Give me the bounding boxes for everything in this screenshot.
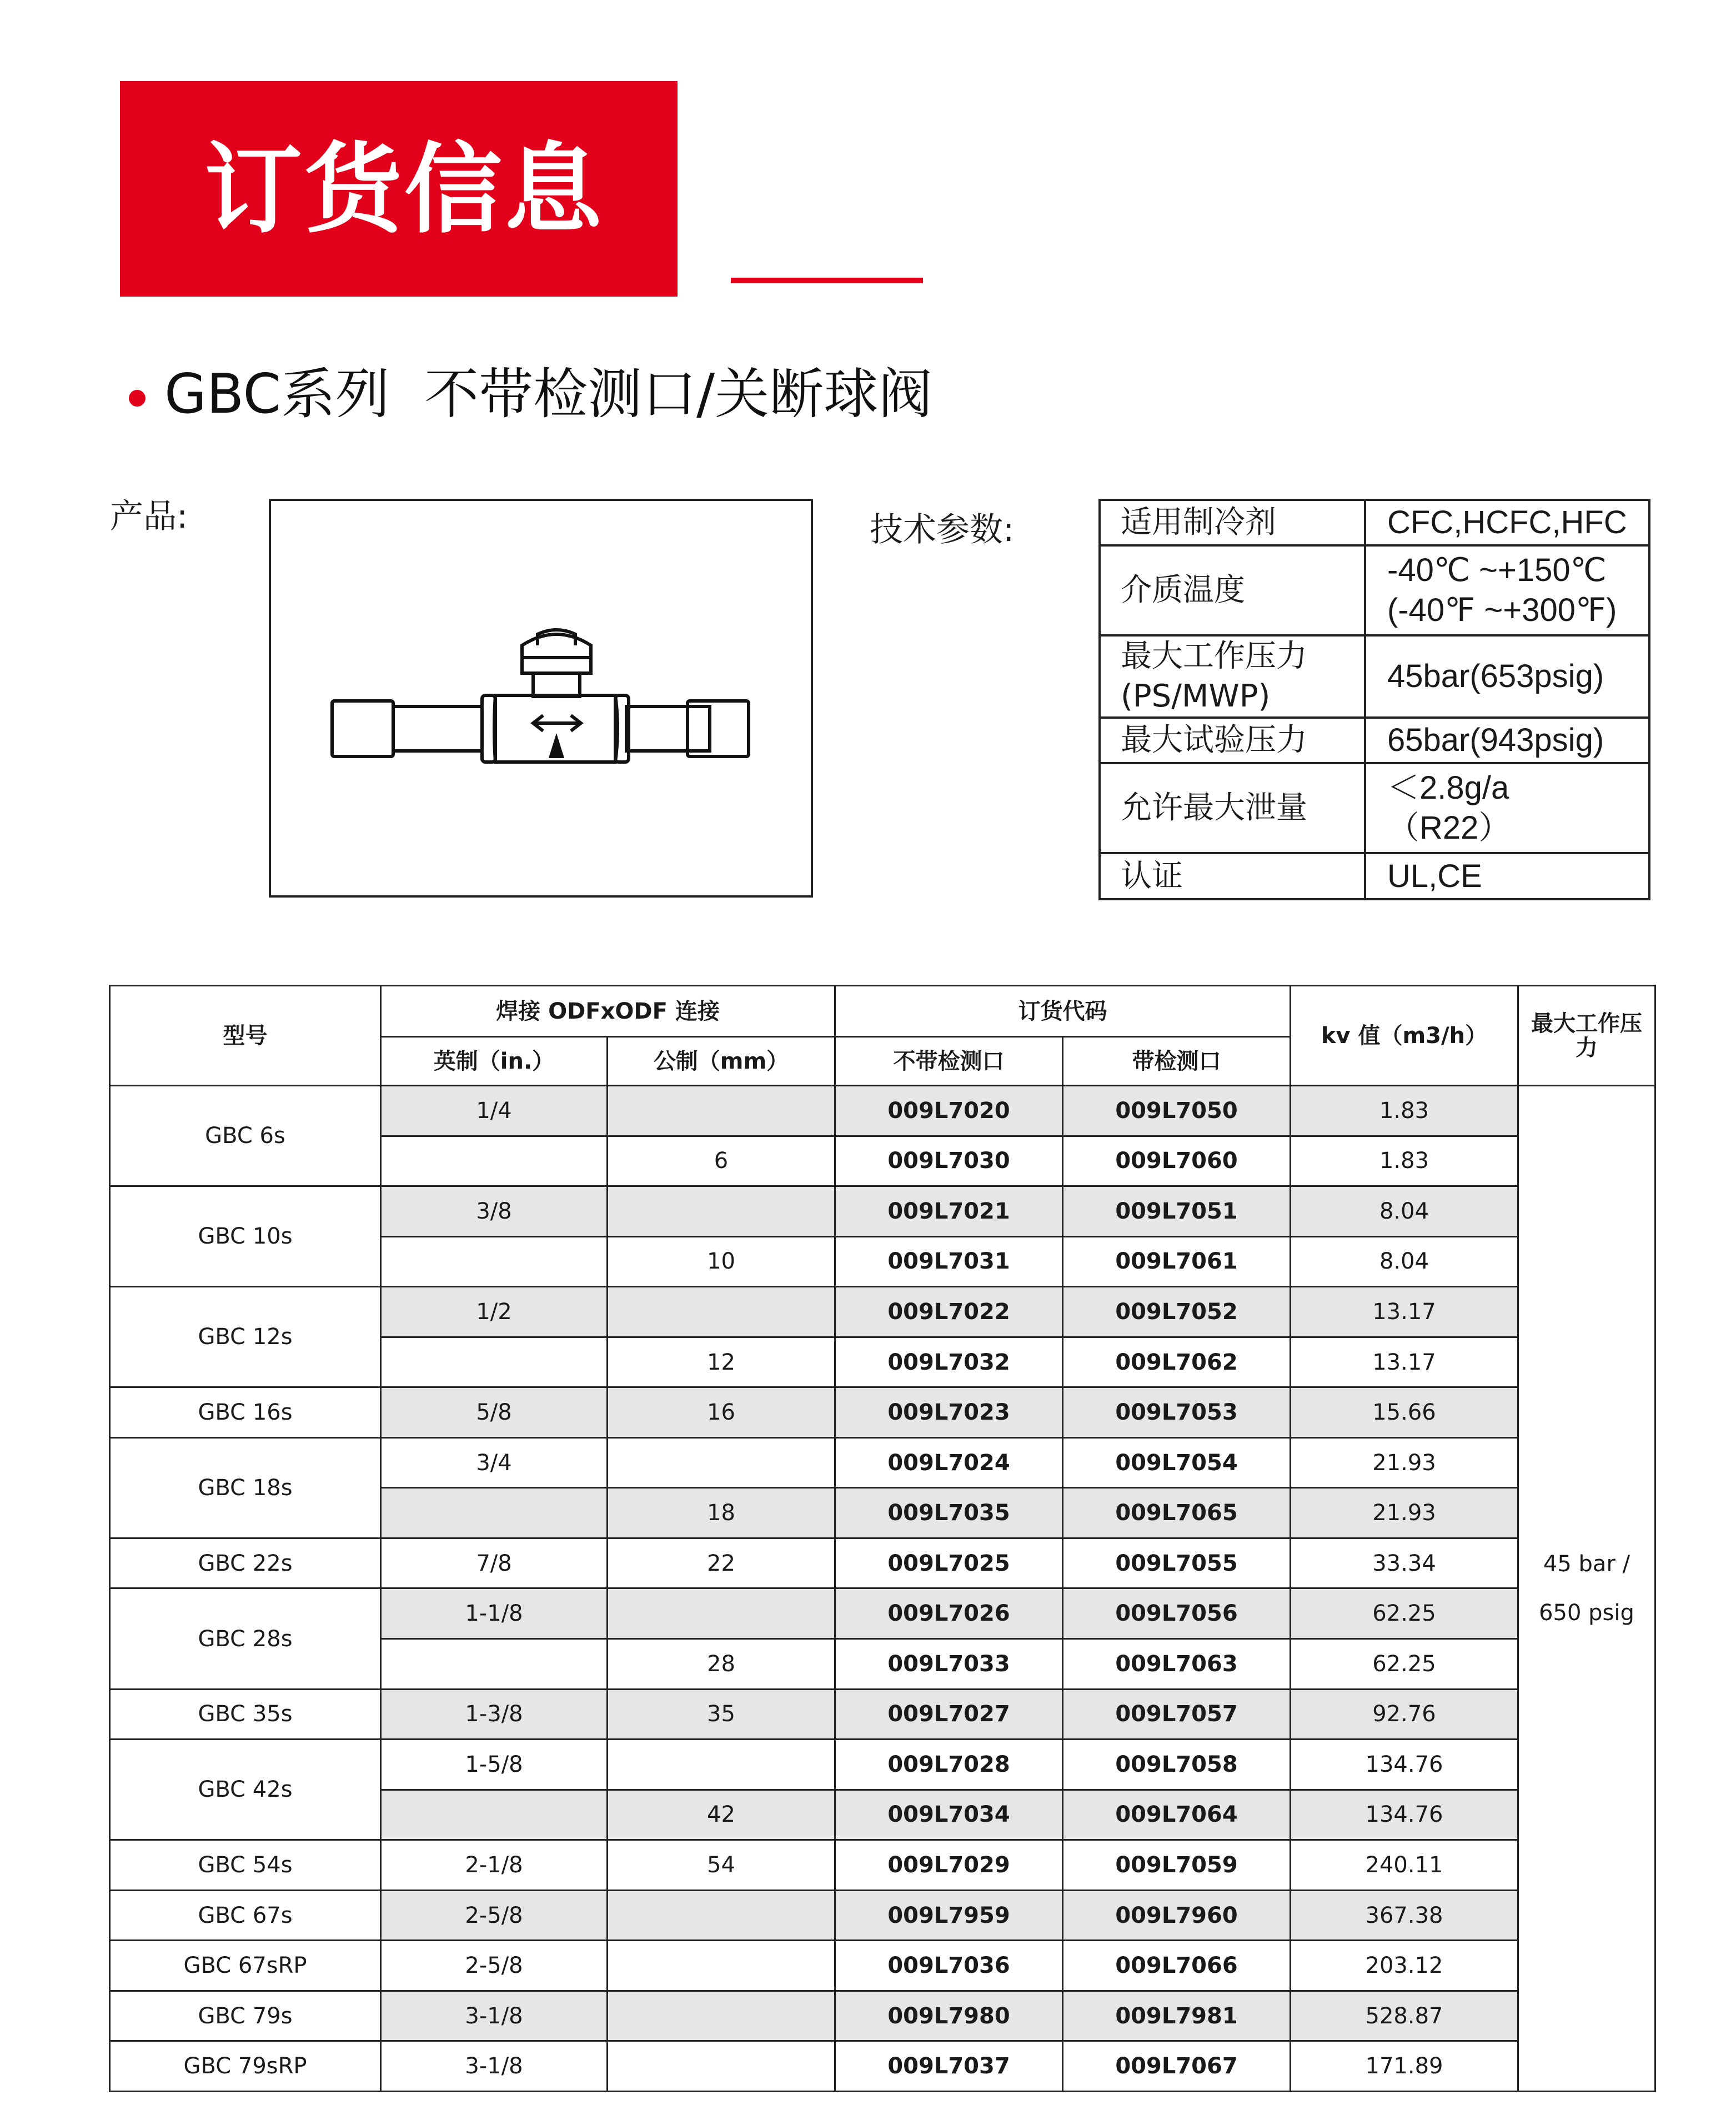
kv-cell: 134.76 (1291, 1740, 1518, 1790)
order-table (109, 985, 1656, 2092)
spec-name: 允许最大泄量 (1100, 763, 1365, 853)
metric-cell (608, 2041, 835, 2092)
tech-params-table (1098, 499, 1650, 900)
imperial-cell: 7/8 (381, 1538, 608, 1588)
order-code-no-port: 009L7033 (835, 1639, 1063, 1690)
metric-cell: 22 (608, 1538, 835, 1588)
metric-cell (608, 1287, 835, 1337)
imperial-cell: 3-1/8 (381, 2041, 608, 2092)
spec-name: 适用制冷剂 (1100, 500, 1365, 545)
model-cell: GBC 28s (110, 1588, 381, 1689)
model-cell: GBC 6s (110, 1086, 381, 1186)
order-code-with-port: 009L7052 (1063, 1287, 1291, 1337)
table-row (110, 1437, 1655, 1488)
spec-name: 最大试验压力 (1100, 718, 1365, 763)
kv-cell: 1.83 (1291, 1086, 1518, 1136)
page-title: 订货信息 (204, 133, 605, 247)
kv-cell: 15.66 (1291, 1387, 1518, 1438)
model-cell: GBC 10s (110, 1186, 381, 1287)
product-image-frame (269, 499, 813, 898)
model-cell: GBC 35s (110, 1689, 381, 1740)
table-row (110, 1287, 1655, 1337)
order-code-no-port: 009L7023 (835, 1387, 1063, 1438)
imperial-cell (381, 1337, 608, 1387)
order-code-no-port: 009L7959 (835, 1890, 1063, 1941)
spec-value: 65bar(943psig) (1365, 718, 1649, 763)
imperial-cell (381, 1790, 608, 1840)
order-code-no-port: 009L7029 (835, 1840, 1063, 1891)
model-cell: GBC 67sRP (110, 1941, 381, 1991)
metric-cell: 16 (608, 1387, 835, 1438)
spec-name: 最大工作压力 (PS/MWP) (1100, 635, 1365, 718)
spec-name: 介质温度 (1100, 545, 1365, 635)
model-cell: GBC 22s (110, 1538, 381, 1588)
header-metric: 公制（mm） (608, 1037, 835, 1086)
spec-row (1100, 635, 1649, 718)
order-code-with-port: 009L7960 (1063, 1890, 1291, 1941)
metric-cell (608, 1890, 835, 1941)
imperial-cell (381, 1236, 608, 1287)
metric-cell (608, 1588, 835, 1639)
order-code-with-port: 009L7055 (1063, 1538, 1291, 1588)
kv-cell: 62.25 (1291, 1639, 1518, 1690)
metric-cell (608, 1991, 835, 2041)
imperial-cell: 2-1/8 (381, 1840, 608, 1891)
kv-cell: 21.93 (1291, 1488, 1518, 1538)
kv-cell: 13.17 (1291, 1287, 1518, 1337)
order-code-with-port: 009L7058 (1063, 1740, 1291, 1790)
kv-cell: 528.87 (1291, 1991, 1518, 2041)
imperial-cell (381, 1639, 608, 1690)
order-code-with-port: 009L7057 (1063, 1689, 1291, 1740)
model-cell: GBC 42s (110, 1740, 381, 1840)
spec-row (1100, 718, 1649, 763)
spec-name: 认证 (1100, 853, 1365, 899)
tech-params-label: 技术参数: (870, 510, 1015, 549)
metric-cell: 12 (608, 1337, 835, 1387)
order-code-with-port: 009L7064 (1063, 1790, 1291, 1840)
table-row (110, 1740, 1655, 1790)
order-code-no-port: 009L7020 (835, 1086, 1063, 1136)
series-title: GBC系列 不带检测口/关断球阀 (164, 363, 933, 426)
order-code-no-port: 009L7031 (835, 1236, 1063, 1287)
table-row (110, 2041, 1655, 2092)
kv-cell: 8.04 (1291, 1186, 1518, 1237)
header-no-port: 不带检测口 (835, 1037, 1063, 1086)
metric-cell: 10 (608, 1236, 835, 1287)
metric-cell (608, 1437, 835, 1488)
order-code-with-port: 009L7067 (1063, 2041, 1291, 2092)
metric-cell (608, 1186, 835, 1237)
order-code-with-port: 009L7065 (1063, 1488, 1291, 1538)
kv-cell: 203.12 (1291, 1941, 1518, 1991)
order-table-body (110, 1086, 1655, 2092)
imperial-cell: 1-3/8 (381, 1689, 608, 1740)
imperial-cell: 1/4 (381, 1086, 608, 1136)
kv-cell: 13.17 (1291, 1337, 1518, 1387)
imperial-cell: 2-5/8 (381, 1890, 608, 1941)
kv-cell: 367.38 (1291, 1890, 1518, 1941)
order-code-with-port: 009L7050 (1063, 1086, 1291, 1136)
order-code-no-port: 009L7980 (835, 1991, 1063, 2041)
metric-cell (608, 1086, 835, 1136)
header-with-port: 带检测口 (1063, 1037, 1291, 1086)
imperial-cell: 1/2 (381, 1287, 608, 1337)
table-row (110, 1941, 1655, 1991)
order-code-no-port: 009L7026 (835, 1588, 1063, 1639)
spec-row (1100, 763, 1649, 853)
spec-value: 45bar(653psig) (1365, 635, 1649, 718)
spec-value: -40℃ ~+150℃ (-40℉ ~+300℉) (1365, 545, 1649, 635)
table-row (110, 1588, 1655, 1639)
imperial-cell: 2-5/8 (381, 1941, 608, 1991)
order-code-no-port: 009L7022 (835, 1287, 1063, 1337)
model-cell: GBC 18s (110, 1437, 381, 1538)
order-code-no-port: 009L7034 (835, 1790, 1063, 1840)
order-code-no-port: 009L7036 (835, 1941, 1063, 1991)
table-row (110, 1991, 1655, 2041)
header-kv: kv 值（m3/h） (1291, 986, 1518, 1086)
model-cell: GBC 16s (110, 1387, 381, 1438)
kv-cell: 21.93 (1291, 1437, 1518, 1488)
order-code-no-port: 009L7028 (835, 1740, 1063, 1790)
product-label: 产品: (110, 497, 188, 536)
metric-cell: 54 (608, 1840, 835, 1891)
metric-cell: 42 (608, 1790, 835, 1840)
metric-cell: 35 (608, 1689, 835, 1740)
imperial-cell (381, 1136, 608, 1186)
order-code-with-port: 009L7981 (1063, 1991, 1291, 2041)
metric-cell (608, 1740, 835, 1790)
imperial-cell: 3/8 (381, 1186, 608, 1237)
title-banner (120, 81, 678, 297)
kv-cell: 92.76 (1291, 1689, 1518, 1740)
table-row (110, 1840, 1655, 1891)
imperial-cell: 1-5/8 (381, 1740, 608, 1790)
header-model: 型号 (110, 986, 381, 1086)
spec-value: ＜2.8g/a （R22） (1365, 763, 1649, 853)
imperial-cell: 5/8 (381, 1387, 608, 1438)
metric-cell (608, 1941, 835, 1991)
model-cell: GBC 12s (110, 1287, 381, 1387)
max-pressure-value: 45 bar / 650 psig (1518, 1086, 1655, 2092)
metric-cell: 18 (608, 1488, 835, 1538)
order-code-with-port: 009L7062 (1063, 1337, 1291, 1387)
order-code-no-port: 009L7030 (835, 1136, 1063, 1186)
spec-row (1100, 853, 1649, 899)
order-code-with-port: 009L7054 (1063, 1437, 1291, 1488)
table-row (110, 1086, 1655, 1136)
table-row (110, 1538, 1655, 1588)
order-code-no-port: 009L7027 (835, 1689, 1063, 1740)
order-code-with-port: 009L7051 (1063, 1186, 1291, 1237)
table-row (110, 1689, 1655, 1740)
kv-cell: 8.04 (1291, 1236, 1518, 1287)
kv-cell: 33.34 (1291, 1538, 1518, 1588)
metric-cell: 6 (608, 1136, 835, 1186)
spec-row (1100, 500, 1649, 545)
model-cell: GBC 79s (110, 1991, 381, 2041)
order-code-no-port: 009L7024 (835, 1437, 1063, 1488)
kv-cell: 240.11 (1291, 1840, 1518, 1891)
order-code-no-port: 009L7032 (835, 1337, 1063, 1387)
imperial-cell: 3-1/8 (381, 1991, 608, 2041)
model-cell: GBC 79sRP (110, 2041, 381, 2092)
order-code-no-port: 009L7035 (835, 1488, 1063, 1538)
header-imperial: 英制（in.） (381, 1037, 608, 1086)
kv-cell: 134.76 (1291, 1790, 1518, 1840)
header-order-code: 订货代码 (835, 986, 1291, 1037)
bullet-dot-icon (129, 390, 145, 407)
model-cell: GBC 54s (110, 1840, 381, 1891)
table-row (110, 1387, 1655, 1438)
order-code-with-port: 009L7056 (1063, 1588, 1291, 1639)
model-cell: GBC 67s (110, 1890, 381, 1941)
spec-value: UL,CE (1365, 853, 1649, 899)
order-code-with-port: 009L7066 (1063, 1941, 1291, 1991)
imperial-cell (381, 1488, 608, 1538)
table-row (110, 1890, 1655, 1941)
kv-cell: 171.89 (1291, 2041, 1518, 2092)
order-code-no-port: 009L7025 (835, 1538, 1063, 1588)
ball-valve-icon (327, 618, 760, 784)
order-code-no-port: 009L7037 (835, 2041, 1063, 2092)
imperial-cell: 1-1/8 (381, 1588, 608, 1639)
order-code-with-port: 009L7053 (1063, 1387, 1291, 1438)
metric-cell: 28 (608, 1639, 835, 1690)
order-code-with-port: 009L7059 (1063, 1840, 1291, 1891)
order-code-with-port: 009L7061 (1063, 1236, 1291, 1287)
order-code-no-port: 009L7021 (835, 1186, 1063, 1237)
table-row (110, 1186, 1655, 1237)
kv-cell: 62.25 (1291, 1588, 1518, 1639)
order-code-with-port: 009L7063 (1063, 1639, 1291, 1690)
order-code-with-port: 009L7060 (1063, 1136, 1291, 1186)
spec-value: CFC,HCFC,HFC (1365, 500, 1649, 545)
imperial-cell: 3/4 (381, 1437, 608, 1488)
accent-underline (731, 278, 923, 283)
header-odf: 焊接 ODFxODF 连接 (381, 986, 835, 1037)
header-max-pressure: 最大工作压力 (1518, 986, 1655, 1086)
spec-row (1100, 545, 1649, 635)
kv-cell: 1.83 (1291, 1136, 1518, 1186)
